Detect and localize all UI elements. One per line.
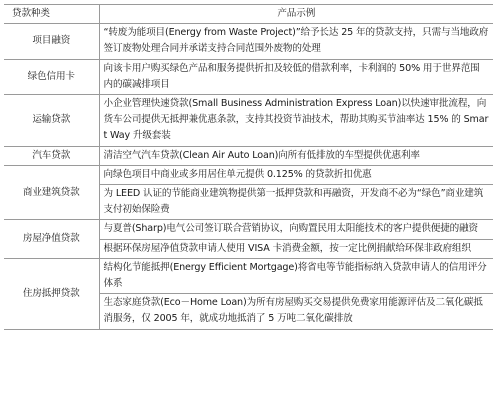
loan-type-cell: 住房抵押贷款 [4,258,99,329]
table-header-row [4,5,493,24]
product-example-cell: 结构化节能抵押(Energy Efficient Mortgage)将省电等节能指标纳入贷款申请人的信用评分体系 [99,258,493,293]
product-example-cell: 根据环保房屋净值贷款申请人使用 VISA 卡消费金额，按一定比例捐献给环保非政府组织 [99,239,493,258]
header-loan-type: 贷款种类 [4,5,99,24]
loan-type-cell: 商业建筑贷款 [4,165,99,220]
product-example-cell: 与夏普(Sharp)电气公司签订联合营销协议，向购置民用太阳能技术的客户提供便捷的融资 [99,220,493,239]
loan-type-cell: 汽车贷款 [4,146,99,165]
product-example-cell: 为 LEED 认证的节能商业建筑物提供第一抵押贷款和再融资，开发商不必为“绿色”商业建筑支付初始保险费 [99,185,493,220]
product-example-cell: 向绿色项目中商业或多用居住单元提供 0.125% 的贷款折扣优惠 [99,165,493,184]
product-example-cell: 向该卡用户购买绿色产品和服务提供折扣及较低的借款利率，卡利润的 50% 用于世界范围内的碳减排项目 [99,59,493,94]
product-example-cell: 小企业管理快速贷款(Small Business Administration Express Loan)以快速审批流程，向货车公司提供无抵押兼优惠条款，支持其投资节油技术，帮助其购买节油率达 15% 的 Smart Way 升级套装 [99,95,493,147]
product-example-cell: 清洁空气汽车贷款(Clean Air Auto Loan)向所有低排放的车型提供优惠利率 [99,146,493,165]
product-example-cell: “转废为能项目(Energy from Waste Project)”给予长达 25 年的贷款支持，只需与当地政府签订废物处理合同并承诺支持合同范围外废物的处理 [99,24,493,59]
loan-type-cell: 绿色信用卡 [4,59,99,94]
table-row [4,258,493,293]
green-loan-products-table [4,4,493,330]
header-product-example: 产品示例 [99,5,493,24]
table-row [4,146,493,165]
table-row [4,24,493,59]
table-row [4,165,493,184]
table-row [4,95,493,147]
table-row [4,59,493,94]
loan-type-cell: 房屋净值贷款 [4,220,99,258]
product-example-cell: 生态家庭贷款(Eco－Home Loan)为所有房屋购买交易提供免费家用能源评估及二氧化碳抵消服务，仅 2005 年，就成功地抵消了 5 万吨二氧化碳排放 [99,294,493,329]
loan-type-cell: 运输贷款 [4,95,99,147]
loan-type-cell: 项目融资 [4,24,99,59]
table-row [4,220,493,239]
